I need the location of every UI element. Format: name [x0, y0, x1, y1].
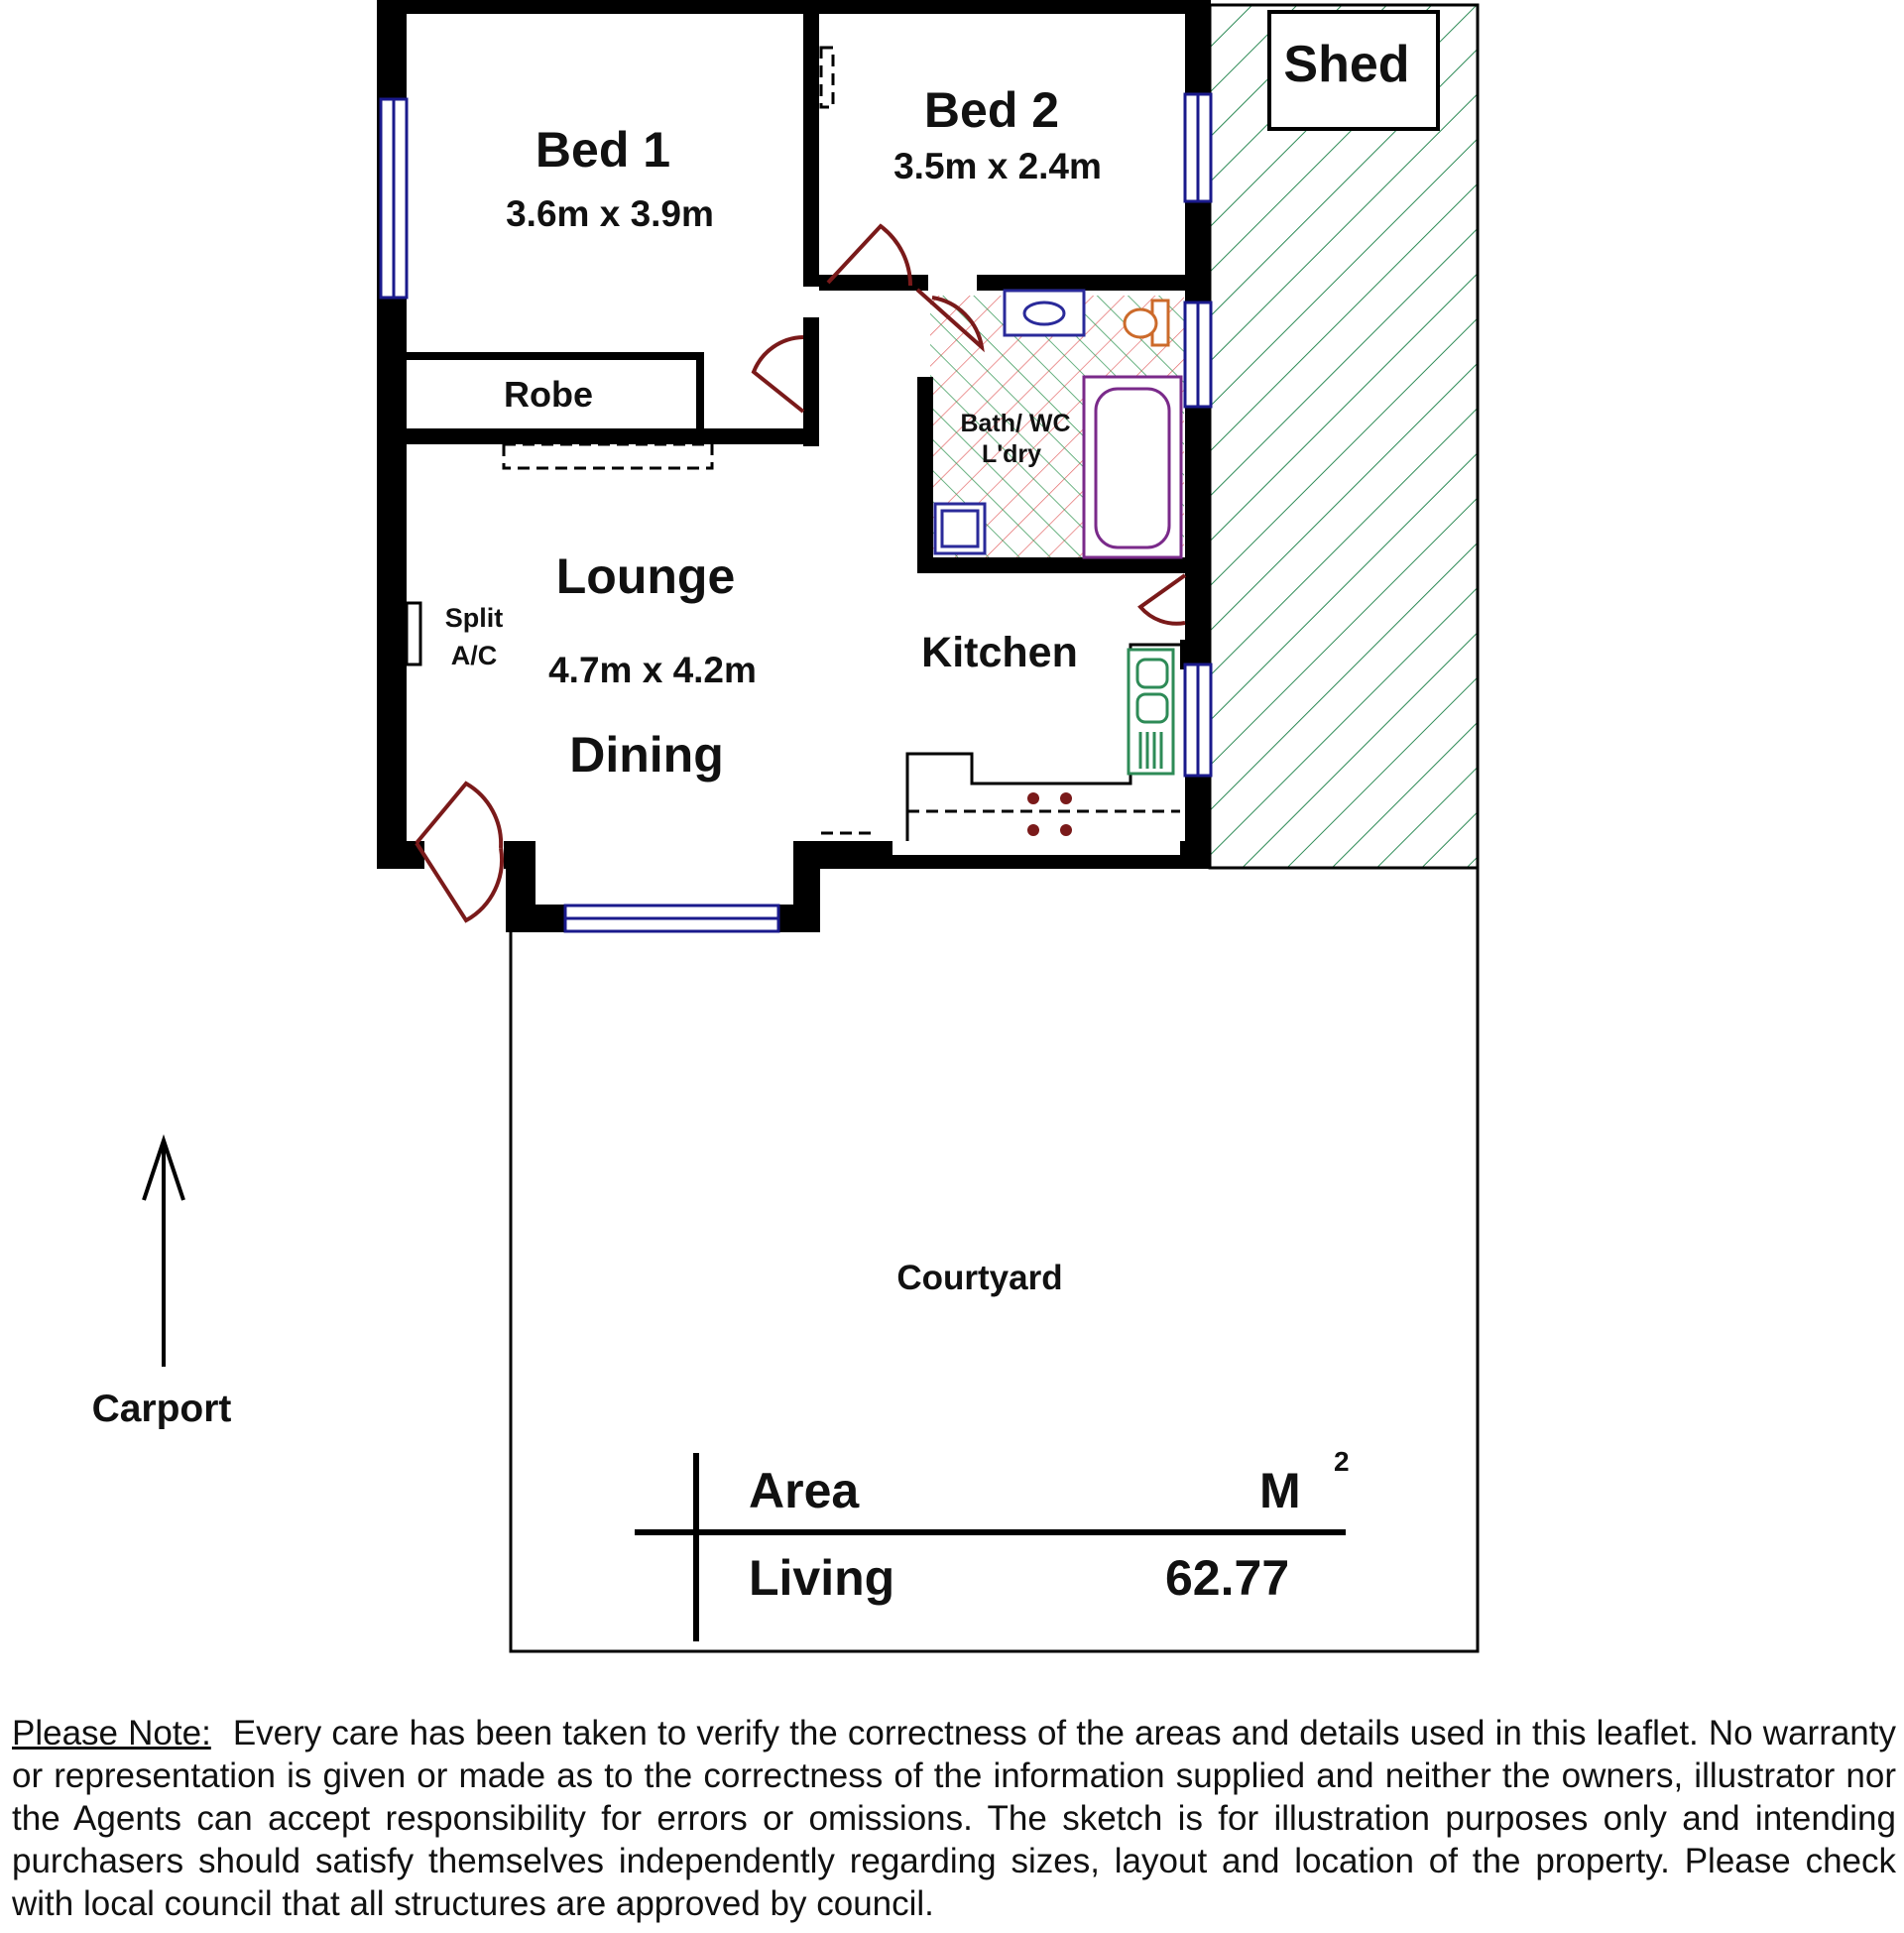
disclaimer-note [12, 1712, 1896, 1925]
door-side [1140, 575, 1185, 624]
door-bed1 [754, 337, 803, 412]
bed2-label: Bed 2 [923, 82, 1060, 138]
side-yard [1210, 5, 1478, 868]
lounge-size: 4.7m x 4.2m [548, 650, 757, 690]
bed2-size: 3.5m x 2.4m [893, 146, 1102, 186]
split-ac-label-line1: Split [444, 603, 504, 633]
shed [1269, 12, 1438, 129]
bed1-size: 3.6m x 3.9m [506, 193, 714, 234]
area-header-unit-sup: 2 [1334, 1446, 1350, 1477]
cooktop [1027, 792, 1072, 836]
disclaimer-heading: Please Note: [12, 1714, 211, 1752]
bath-tub [1084, 377, 1181, 557]
bed1-label: Bed 1 [535, 122, 671, 178]
door-entry [416, 784, 502, 920]
north-arrow-icon [144, 1141, 183, 1367]
kitchen-label: Kitchen [921, 629, 1078, 676]
dining-label: Dining [569, 727, 724, 783]
kitchen-sink [1129, 650, 1173, 774]
basin [1005, 291, 1084, 335]
area-row-value: 62.77 [1165, 1550, 1290, 1606]
shed-label: Shed [1283, 36, 1410, 93]
split-ac-unit [407, 603, 420, 664]
laundry-tub [935, 504, 985, 553]
courtyard-label: Courtyard [896, 1259, 1063, 1297]
carport-label: Carport [91, 1388, 232, 1430]
lounge-label: Lounge [555, 548, 736, 604]
disclaimer-text: Every care has been taken to verify the correctness of the areas and details used in this leaflet. No warranty or representation is given or made as to the correctness of the information supplied and neither the owners, illustrator nor the Agents can accept responsibility for errors or omissions. The sketch is for illustration purposes only and intending purchasers should satisfy themselves independently regarding sizes, layout and location of the property. Please check with local council that all structures are approved by council. [12, 1714, 1897, 1923]
split-ac-label-line2: A/C [450, 641, 498, 670]
area-table [635, 1446, 1350, 1641]
area-header-label: Area [749, 1463, 860, 1518]
bath-label-line1: Bath/ WC [960, 410, 1071, 437]
area-header-unit: M [1259, 1463, 1301, 1518]
bath-label-line2: L'dry [981, 440, 1042, 468]
room-labels [92, 82, 1102, 1430]
robe-label: Robe [504, 374, 593, 415]
area-row-label: Living [749, 1550, 895, 1606]
